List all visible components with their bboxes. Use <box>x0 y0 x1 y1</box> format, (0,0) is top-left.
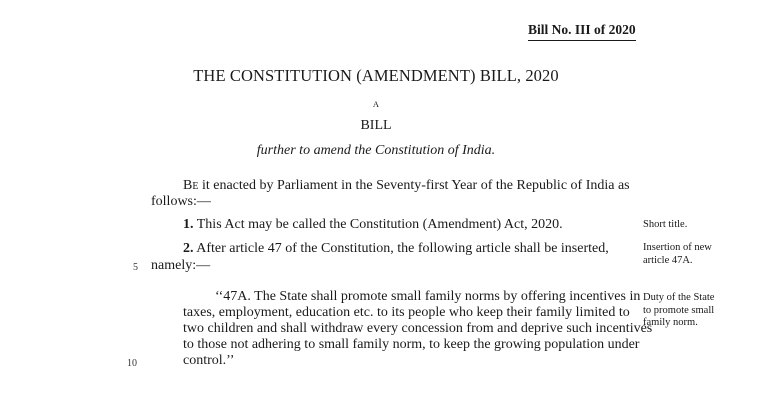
article-47a-line-1: ‘‘47A. The State shall promote small family norms by offering incentives in <box>215 289 641 304</box>
line-number-10: 10 <box>127 358 137 369</box>
article-47a-line-2: taxes, employment, education etc. to its people who keep their family limited to <box>183 305 630 320</box>
enacting-clause <box>183 177 631 195</box>
clause-1-text: This Act may be called the Constitution (Amendment) Act, 2020. <box>193 217 563 232</box>
bill-title: THE CONSTITUTION (AMENDMENT) BILL, 2020 <box>193 66 559 85</box>
margin-note-duty: Duty of the State to promote small family norm. <box>643 292 715 329</box>
article-word: A <box>372 99 380 109</box>
clause-2-continuation: namely:— <box>151 258 211 273</box>
clause-2-text: After article 47 of the Constitution, the following article shall be inserted, <box>193 241 609 256</box>
clause-2 <box>183 240 609 258</box>
line-number-5: 5 <box>133 262 138 273</box>
clause-2-number: 2. <box>183 241 194 256</box>
margin-note-insertion: Insertion of new article 47A. <box>643 242 712 266</box>
clause-1 <box>183 216 563 234</box>
bill-number: Bill No. III of 2020 <box>528 22 636 41</box>
bill-purpose: further to amend the Constitution of India. <box>256 143 496 158</box>
clause-1-number: 1. <box>183 217 194 232</box>
enacting-lead-initial: Be <box>183 178 199 193</box>
article-47a-line-4: to those not adhering to small family norm, to keep the growing population under <box>183 337 640 352</box>
enacting-continuation: follows:— <box>151 194 211 209</box>
margin-note-short-title: Short title. <box>643 219 688 230</box>
bill-word: BILL <box>360 118 392 133</box>
enacting-lead-rest: it enacted by Parliament in the Seventy-first Year of the Republic of India as <box>198 178 630 193</box>
article-47a-line-3: two children and shall withdraw every concession from and deprive such incentives <box>183 321 653 336</box>
article-47a-line-5: control.’’ <box>183 353 235 368</box>
